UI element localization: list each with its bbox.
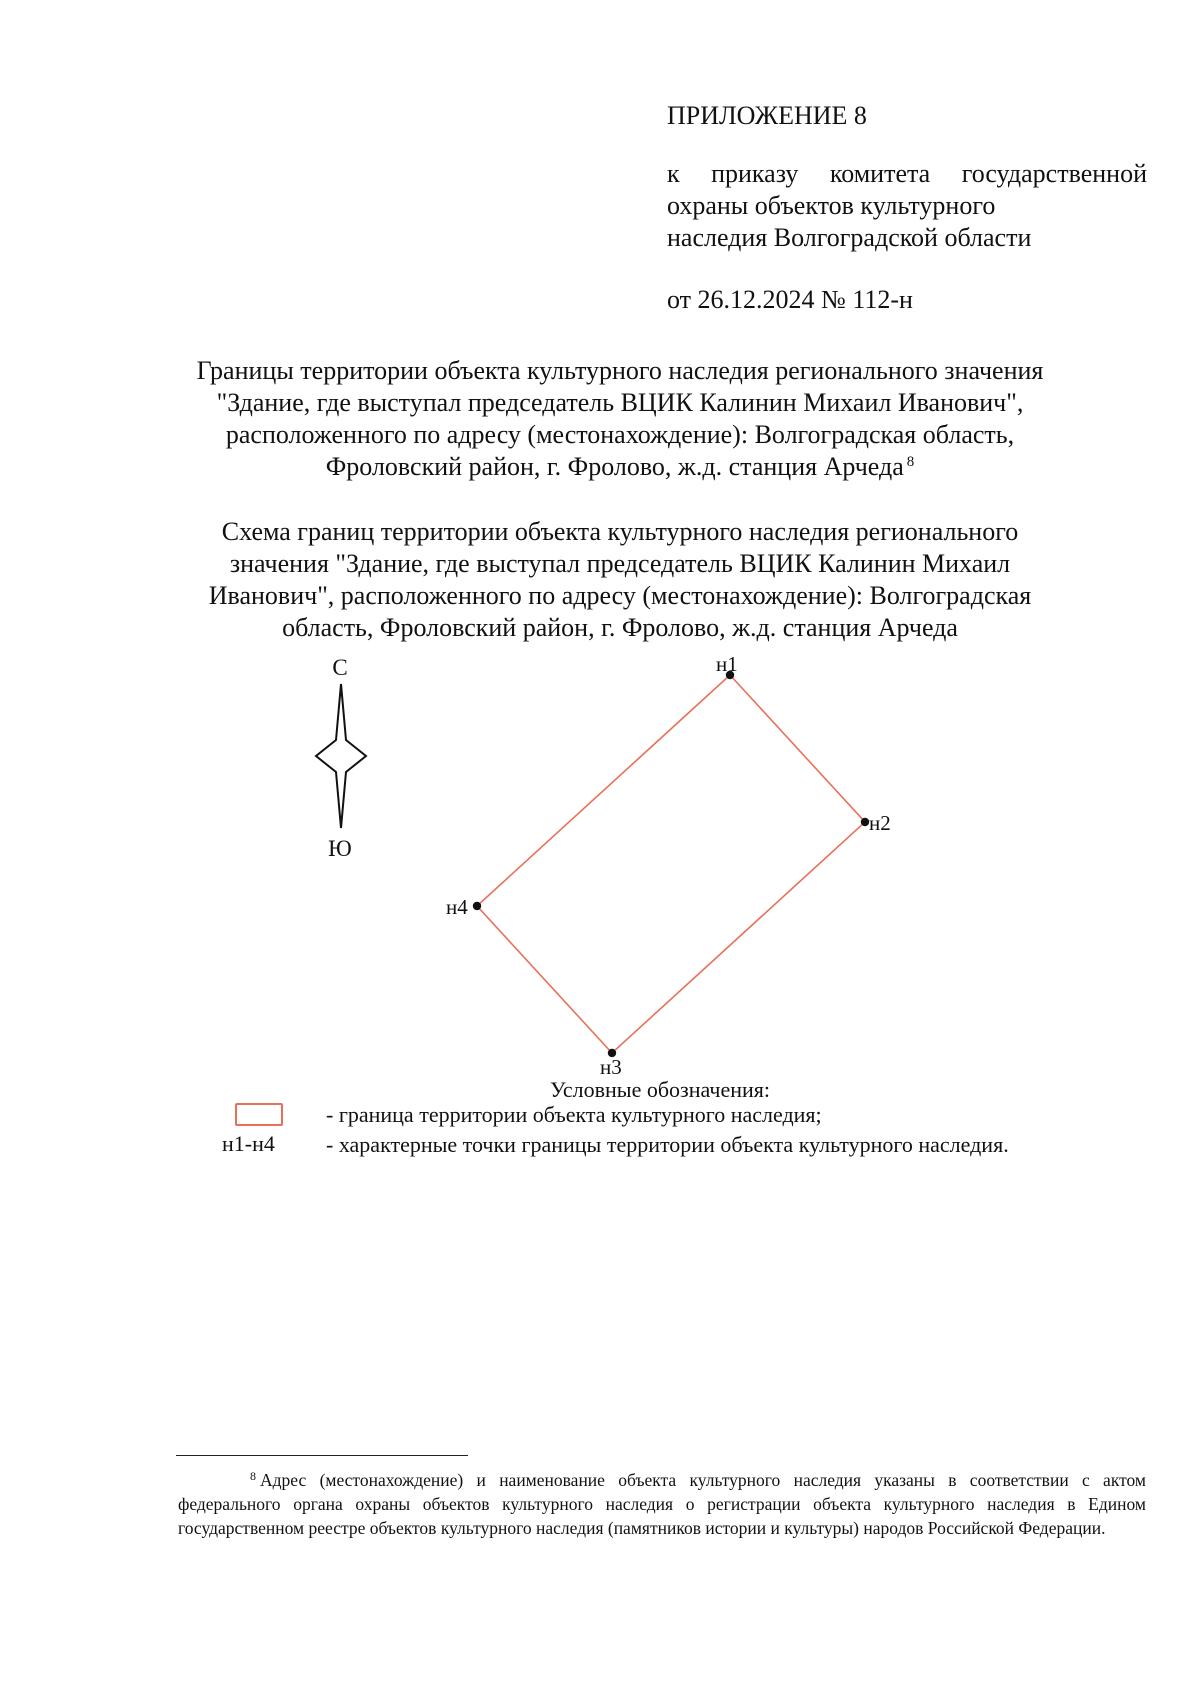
document-title-line-3: расположенного по адресу (местонахождение): Волгоградская область, [225,420,1015,449]
boundary-point-n2 [861,811,891,835]
legend-points-label: н1-н4 [222,1131,275,1156]
footnote [178,1468,1146,1540]
compass-south-label: Ю [328,836,352,861]
appendix-order-reference [667,158,1147,254]
scheme-title-line-2: значения "Здание, где выступал председатель ВЦИК Калинин Михаил [229,549,1011,578]
compass-north-label: С [332,655,348,680]
boundary-point-n4 [446,895,481,919]
appendix-title: ПРИЛОЖЕНИЕ 8 [667,101,867,130]
boundary-point-label: н4 [446,895,468,919]
footnote-separator [176,1455,468,1456]
legend-points-text: - характерные точки границы территории объекта культурного наследия. [326,1132,1009,1157]
legend-boundary-swatch [235,1103,283,1126]
legend-title: Условные обозначения: [549,1077,771,1102]
scheme-title-line-4: область, Фроловский район, г. Фролово, ж.д. станция Арчеда [282,613,958,642]
order-number: от 26.12.2024 № 112-н [667,285,913,314]
boundary-point-label: н2 [869,811,891,835]
scheme-title [180,516,1060,644]
boundary-point-marker [861,818,869,826]
scheme-title-line-3: Иванович", расположенного по адресу (местонахождение): Волгоградская [208,581,1032,610]
document-title-line-4 [180,451,1060,483]
scheme-title-line-1: Схема границ территории объекта культурного наследия регионального [221,517,1019,546]
compass-rose [316,655,366,861]
document-title-line-4-text: Фроловский район, г. Фролово, ж.д. станция Арчеда [325,452,904,481]
appendix-order-line-1: к приказу комитета государственной [667,159,1147,188]
footnote-reference[interactable]: 8 [906,454,915,470]
boundary-point-label: н3 [600,1055,622,1079]
boundary-point-n3 [600,1049,622,1079]
territory-boundary [477,675,865,1053]
document-title-line-2: "Здание, где выступал председатель ВЦИК Калинин Михаил Иванович", [216,388,1024,417]
compass-star-icon [316,684,366,828]
appendix-block [667,100,1147,316]
boundary-point-n1 [716,652,738,679]
document-title [180,355,1060,483]
document-title-line-1: Границы территории объекта культурного наследия регионального значения [196,356,1044,385]
appendix-order-line-3: наследия Волгоградской области [667,223,1032,252]
boundary-point-label: н1 [716,652,738,676]
legend-boundary-text: - граница территории объекта культурного наследия; [326,1102,822,1127]
footnote-mark: 8 [250,1469,256,1483]
boundary-point-marker [473,902,481,910]
appendix-order-line-2: охраны объектов культурного [667,191,996,220]
boundary-scheme [0,640,1200,1080]
footnote-text: Адрес (местонахождение) и наименование объекта культурного наследия указаны в соответствии с актом федерального органа охраны объектов культурного наследия о регистрации объекта культурного наследия в Едином государственном реестре объектов культурного наследия (памятников истории и культуры) народов Российской Федерации. [178,1470,1146,1538]
